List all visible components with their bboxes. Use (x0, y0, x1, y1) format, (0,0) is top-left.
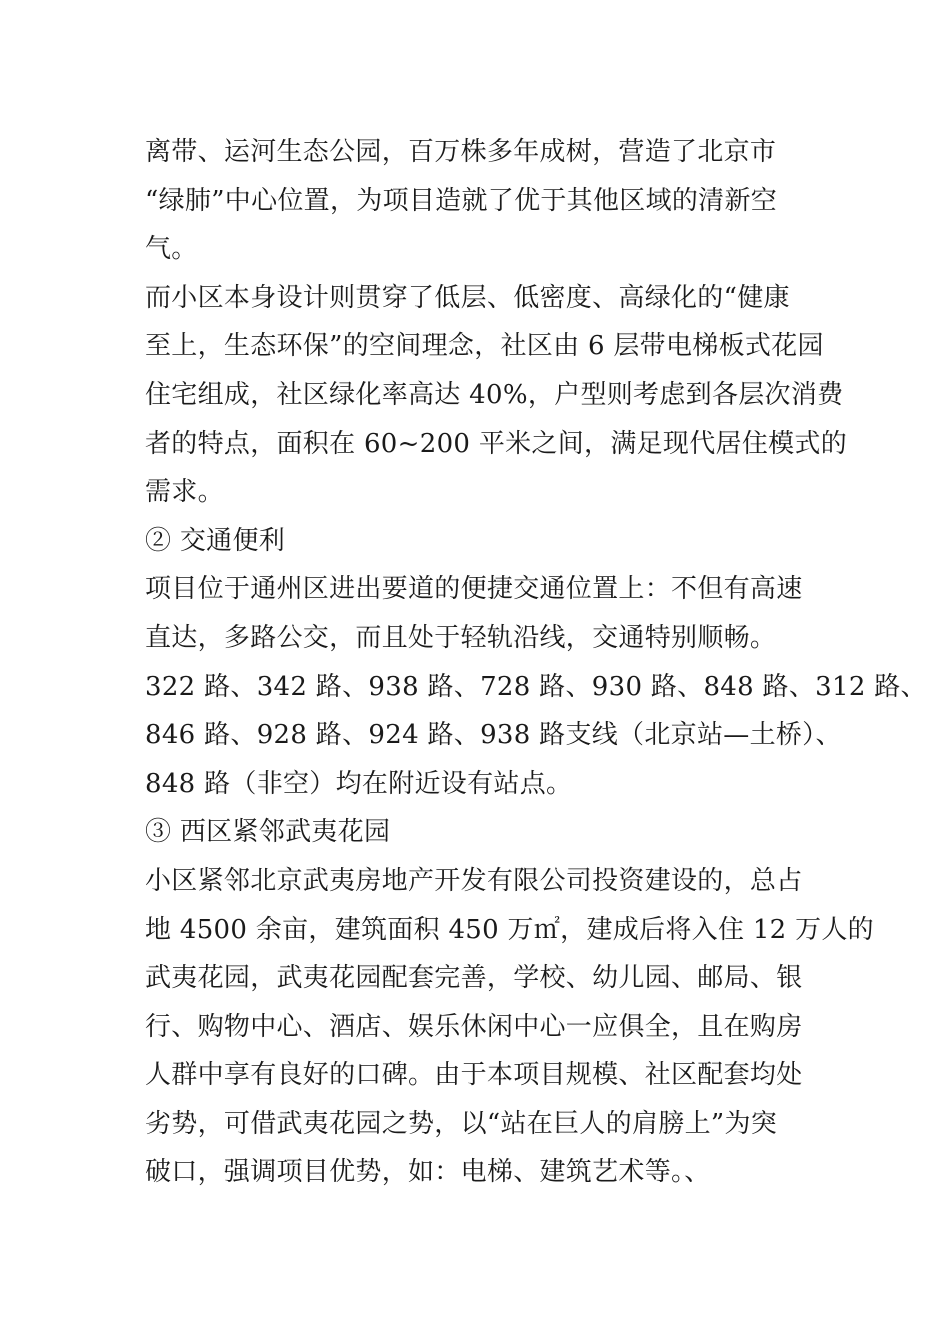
text-line: 需求。 (145, 477, 224, 508)
text-line: 破口，强调项目优势，如：电梯、建筑艺术等。、 (145, 1157, 711, 1188)
text-line: 848 路（非空）均在附近设有站点。 (145, 768, 573, 799)
text-line: 而小区本身设计则贯穿了低层、低密度、高绿化的“健康 (145, 282, 790, 313)
text-line: 地 4500 余亩，建筑面积 450 万㎡，建成后将入住 12 万人的 (145, 914, 874, 945)
text-line: 离带、运河生态公园，百万株多年成树，营造了北京市 (145, 137, 777, 167)
text-line: 直达，多路公交，而且处于轻轨沿线，交通特别顺畅。 (145, 622, 777, 653)
text-line: 武夷花园，武夷花园配套完善，学校、幼儿园、邮局、银 (145, 963, 803, 994)
text-line: 气。 (145, 234, 198, 265)
text-line: “绿肺”中心位置，为项目造就了优于其他区域的清新空 (145, 185, 778, 216)
text-line: 项目位于通州区进出要道的便捷交通位置上：不但有高速 (145, 574, 803, 605)
body-text (145, 128, 927, 1197)
text-line: 846 路、928 路、924 路、938 路支线（北京站—土桥）、 (145, 720, 842, 751)
text-line: 至上，生态环保”的空间理念，社区由 6 层带电梯板式花园 (145, 331, 824, 362)
section-heading-traffic: ② 交通便利 (145, 525, 286, 556)
text-line: 小区紧邻北京武夷房地产开发有限公司投资建设的，总占 (145, 865, 803, 896)
text-line: 住宅组成，社区绿化率高达 40%，户型则考虑到各层次消费 (145, 379, 844, 410)
text-line: 劣势，可借武夷花园之势，以“站在巨人的肩膀上”为突 (145, 1108, 778, 1139)
text-line: 322 路、342 路、938 路、728 路、930 路、848 路、312 路、 (145, 671, 927, 702)
text-line: 人群中享有良好的口碑。由于本项目规模、社区配套均处 (145, 1060, 803, 1091)
text-line: 者的特点，面积在 60~200 平米之间，满足现代居住模式的 (145, 428, 848, 459)
section-heading-wuyi-garden: ③ 西区紧邻武夷花园 (145, 817, 391, 848)
text-line: 行、购物中心、酒店、娱乐休闲中心一应俱全，且在购房 (145, 1011, 803, 1042)
